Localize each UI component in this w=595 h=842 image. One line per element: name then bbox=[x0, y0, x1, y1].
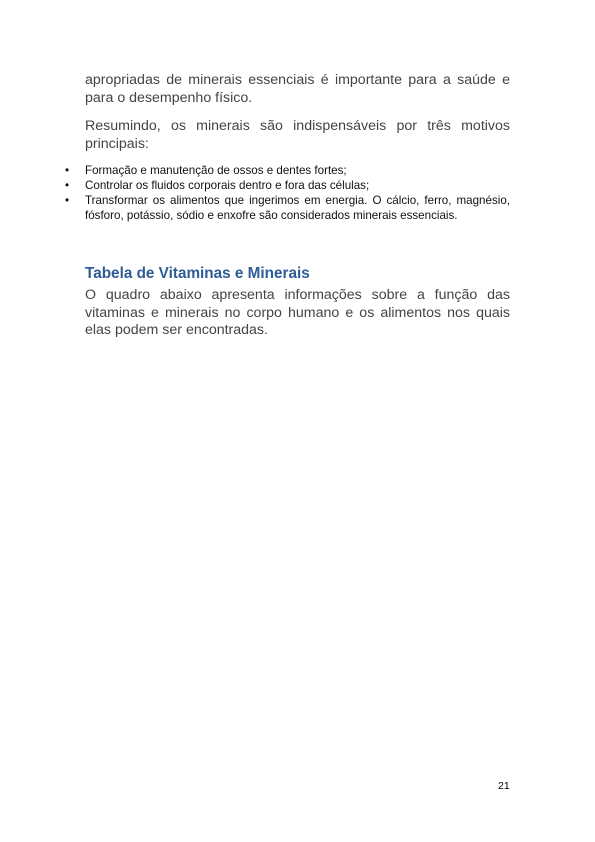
list-item-text: Formação e manutenção de ossos e dentes fortes; bbox=[85, 164, 347, 177]
list-item-text: Controlar os fluidos corporais dentro e fora das células; bbox=[85, 179, 370, 192]
section-heading: Tabela de Vitaminas e Minerais bbox=[85, 265, 310, 282]
intro-continuation-paragraph: apropriadas de minerais essenciais é importante para a saúde e para o desempenho físico. bbox=[85, 72, 510, 106]
summary-paragraph: Resumindo, os minerais são indispensáveis por três motivos principais: bbox=[85, 118, 510, 152]
bullet-icon: • bbox=[65, 179, 70, 192]
bullet-icon: • bbox=[65, 194, 70, 207]
minerals-reasons-list bbox=[65, 163, 510, 223]
bullet-icon: • bbox=[65, 164, 70, 177]
list-item bbox=[65, 193, 510, 223]
page-number: 21 bbox=[498, 780, 510, 792]
list-item-text: Transformar os alimentos que ingerimos em energia. O cálcio, ferro, magnésio, fósforo, potássio, sódio e enxofre são considerados minerais essenciais. bbox=[85, 194, 510, 222]
list-item bbox=[65, 163, 510, 178]
section-body-paragraph: O quadro abaixo apresenta informações sobre a função das vitaminas e minerais no corpo humano e os alimentos nos quais elas podem ser encontradas. bbox=[85, 287, 510, 338]
list-item bbox=[65, 178, 510, 193]
